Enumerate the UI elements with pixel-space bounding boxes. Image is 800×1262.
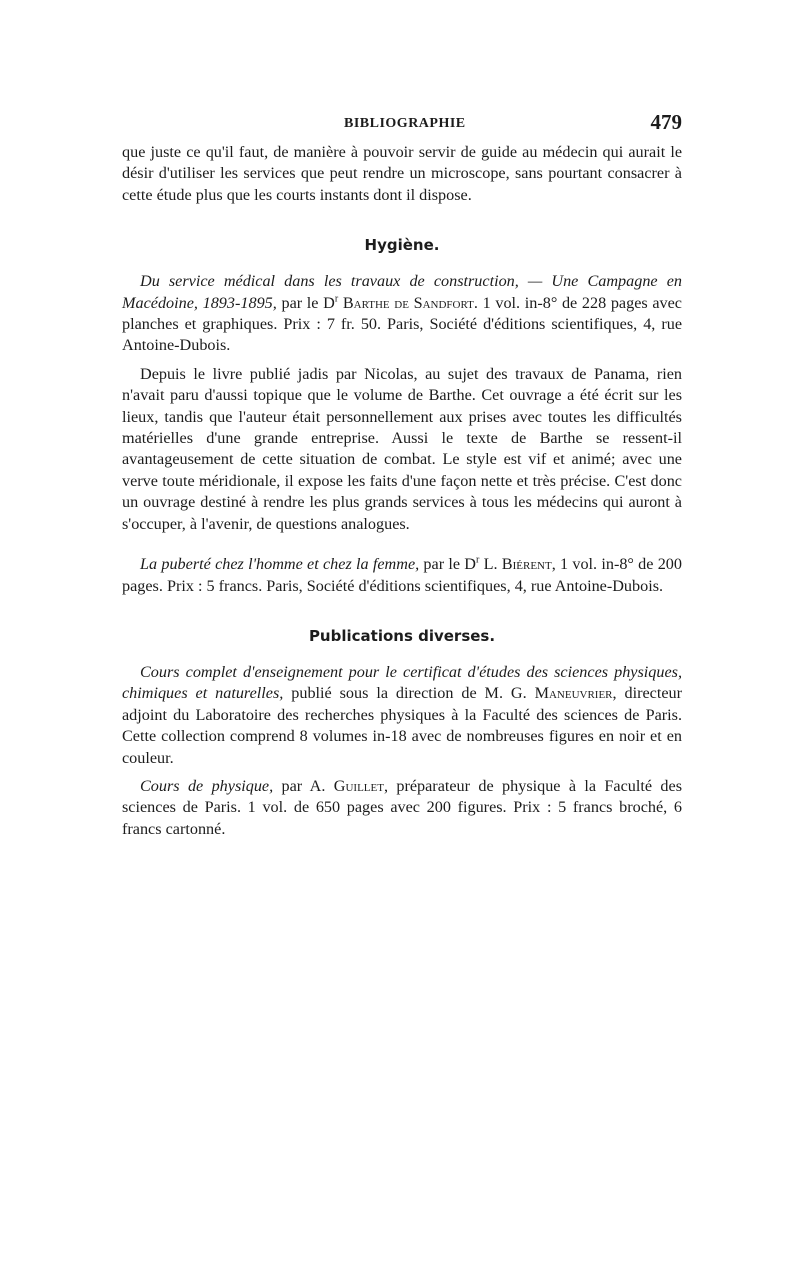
entry-text: par le D [419, 555, 476, 574]
entry-text: par A. [273, 776, 334, 795]
entry-details: , 1 vol. in-8° de 200 pages. Prix : 5 francs. Paris, Société d'éditions scientifiques, 4, rue Antoine-Dubois. [122, 555, 682, 595]
entry-text: par le D [276, 293, 335, 312]
review-paragraph: Depuis le livre publié jadis par Nicolas, au sujet des travaux de Panama, rien n'avait paru d'aussi topique que le volume de Barthe. Cet ouvrage a été écrit sur les lieux, tandis que l'auteur était personnellement aux prises avec toutes les difficultés matérielles d'une grande entreprise. Aussi le texte de Barthe se ressent-il avantageusement de cette situation de combat. Le style est vif et animé; avec une verve toute méridionale, il expose les faits d'une façon nette et très précise. C'est donc un ouvrage destiné à rendre les plus grands services à tous les médecins qui auront à s'occuper, à l'avenir, de questions analogues. [122, 364, 682, 533]
author-name: L. Biérent [479, 555, 552, 574]
bibliographic-entry-bierent [122, 554, 682, 597]
entry-text-sup: r [476, 554, 480, 566]
author-name: Guillet [333, 776, 384, 795]
author-name: Maneuvrier [534, 684, 613, 703]
running-head [122, 112, 682, 142]
book-title: Cours de physique, [140, 776, 274, 795]
page-number: 479 [650, 110, 682, 134]
bibliographic-entry-barthe [122, 271, 682, 357]
section-heading-publications: Publications diverses. [308, 626, 496, 645]
entry-text: publié sous la direction de M. G. [283, 684, 535, 703]
book-title: Du service médical dans les travaux de construction, — Une Campagne en Macédoine, 1893-1895, [122, 272, 682, 312]
entry-details: . 1 vol. in-8° de 228 pages avec planches et graphiques. Prix : 7 fr. 50. Paris, Société d'éditions scientifiques, 4, rue Antoine-Dubois. [122, 293, 682, 355]
section-heading-hygiene: Hygiène. [364, 236, 440, 255]
bibliographic-entry-guillet [122, 776, 682, 840]
intro-paragraph: que juste ce qu'il faut, de manière à pouvoir servir de guide au médecin qui aurait le désir d'utiliser les services que peut rendre un microscope, sans pourtant consacrer à cette étude plus que les courts instants dont il dispose. [122, 143, 682, 204]
book-page [122, 112, 682, 840]
running-title: BIBLIOGRAPHIE [344, 116, 466, 131]
author-name: Barthe de Sandfort [342, 293, 474, 312]
entry-text-sup: r [334, 293, 339, 305]
bibliographic-entry-maneuvrier [122, 662, 682, 769]
book-title: La puberté chez l'homme et chez la femme, [140, 555, 420, 574]
entry-details: , directeur adjoint du Laboratoire des recherches physiques à la Faculté des sciences de Paris. Cette collection comprend 8 volumes in-18 avec de nombreuses figures en noir et en couleur. [122, 684, 682, 767]
entry-details: , préparateur de physique à la Faculté des sciences de Paris. 1 vol. de 650 pages avec 200 figures. Prix : 5 francs broché, 6 francs cartonné. [122, 776, 683, 838]
book-title: Cours complet d'enseignement pour le certificat d'études des sciences physiques, chimiques et naturelles, [122, 662, 682, 703]
